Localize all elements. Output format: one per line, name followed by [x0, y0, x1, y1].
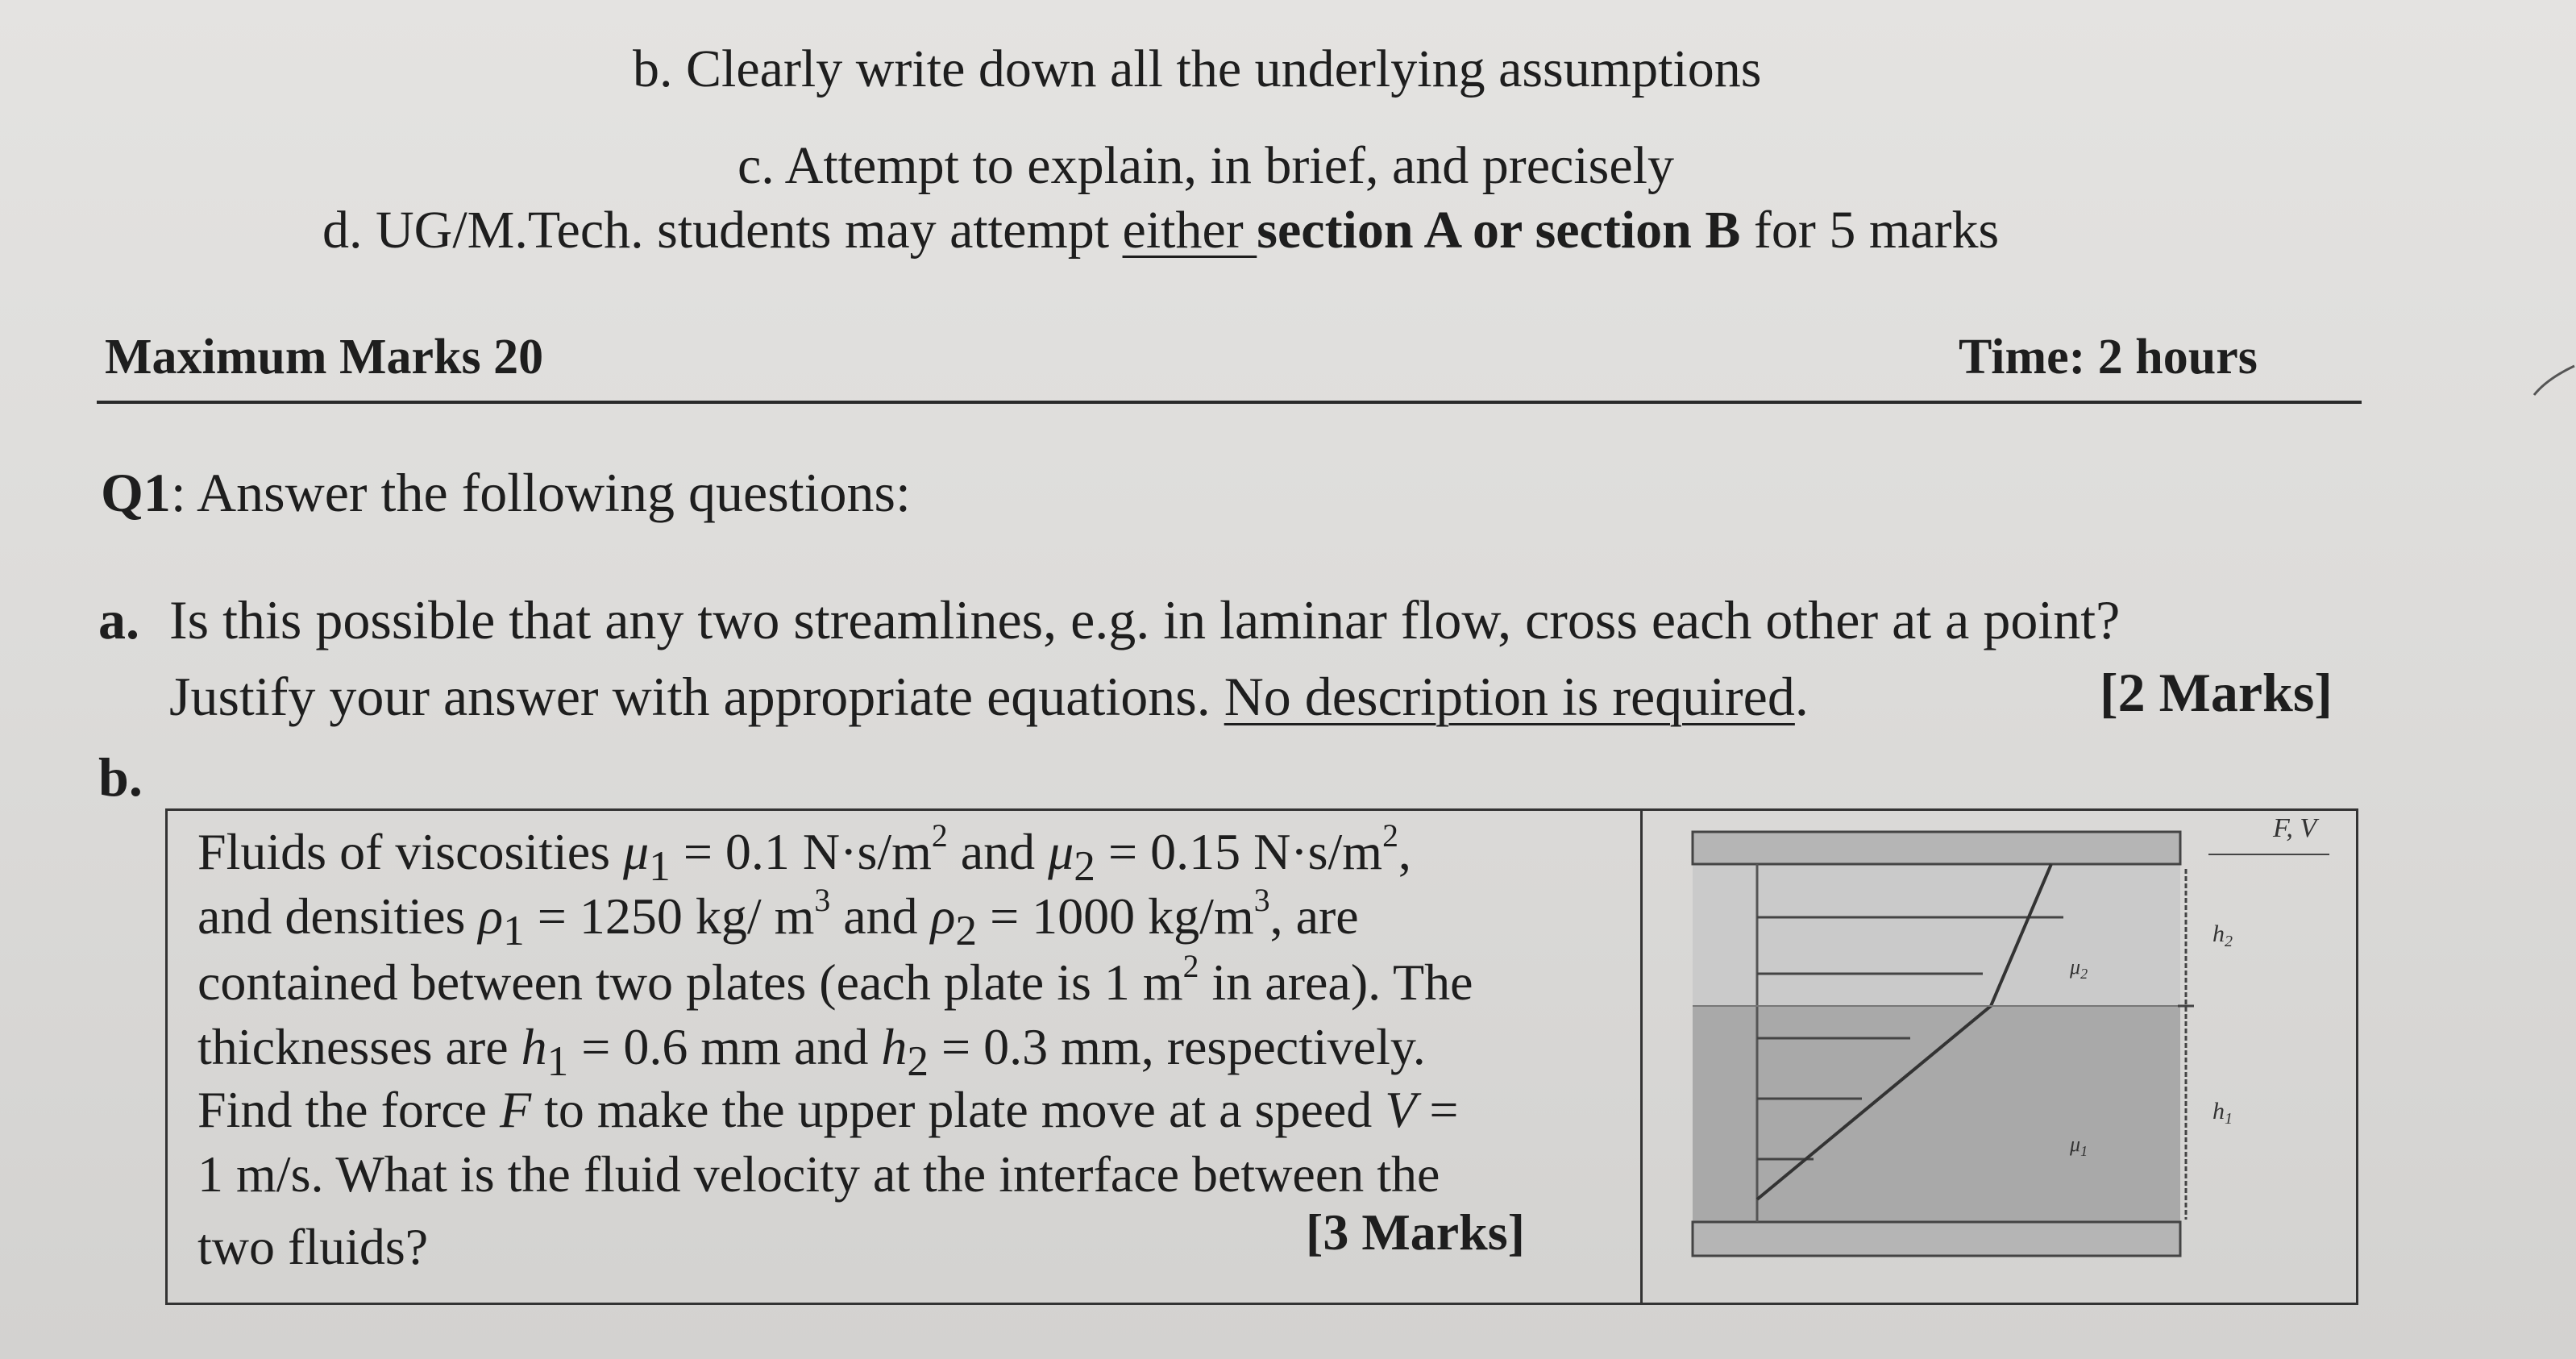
instruction-b: b. Clearly write down all the underlying assumptions: [633, 39, 1762, 98]
instruction-d-prefix: d. UG/M.Tech. students may attempt: [322, 201, 1123, 260]
problem-line-4: thicknesses are $h_1 = 0.6$ mm and $h_2 = 0.3$ mm, respectively.: [197, 1018, 1426, 1085]
lower-plate: [1693, 1222, 2180, 1256]
q1a-marks: [2 Marks]: [2100, 662, 2333, 723]
max-marks: Maximum Marks 20: [105, 330, 544, 384]
instruction-d-sections: section A or section B: [1257, 201, 1741, 260]
instruction-c: c. Attempt to explain, in brief, and precisely: [737, 136, 1674, 195]
q1b-label: b.: [98, 746, 143, 808]
q1-title: : Answer the following questions:: [170, 462, 911, 523]
fluid-2-layer: [1693, 865, 2180, 1006]
fig-force-velocity-label: F, V: [2273, 813, 2317, 843]
problem-line-7: two fluids?: [197, 1218, 429, 1275]
q1a-line2-prefix: Justify your answer with appropriate equations.: [169, 666, 1224, 727]
q1a-label: a.: [98, 589, 139, 650]
q1-label: Q1: [101, 462, 171, 523]
problem-line-6: 1 m/s. What is the fluid velocity at the interface between the: [197, 1145, 1440, 1203]
instruction-d-suffix: for 5 marks: [1740, 201, 2000, 260]
problem-line-5: Find the force F to make the upper plate move at a speed V =: [197, 1081, 1459, 1138]
q1-heading: [101, 461, 911, 525]
instruction-d: [322, 200, 1999, 261]
fig-mu1-label: $\mu_1$: [2070, 1132, 2088, 1159]
problem-line-3: contained between two plates (each plate is 1 $m^2$ in area). The: [197, 949, 1473, 1011]
problem-line-2: and densities $\rho_1 = 1250$ kg/ $m^3$ and $\rho_2 = 1000$ $kg/m^3$, are: [197, 883, 1359, 954]
problem-box-divider: [1640, 808, 1643, 1303]
problem-marks: [3 Marks]: [1306, 1203, 1525, 1261]
fig-mu2-label: $\mu_2$: [2070, 955, 2088, 982]
time-allowed: Time: 2 hours: [1959, 330, 2258, 384]
two-fluid-plates-figure: [1644, 812, 2352, 1296]
instruction-d-either: either: [1122, 201, 1257, 260]
fig-h1-label: $h_1$: [2212, 1098, 2233, 1128]
q1a-line1: Is this possible that any two streamlines, e.g. in laminar flow, cross each other at a point?: [169, 589, 2121, 650]
problem-line-1: Fluids of viscosities $\mu_1 = 0.1$ $N\cdot s/m^2$ and $\mu_2 = 0.15$ $N\cdot s/m^2$,: [197, 818, 1411, 890]
q1a-line2: [169, 665, 1809, 729]
header-rule: [97, 401, 2362, 404]
fig-h2-label: $h_2$: [2212, 921, 2233, 950]
q1a-no-description: No description is required: [1224, 666, 1795, 727]
upper-plate: [1693, 832, 2180, 864]
paper-edge-mark: [2531, 355, 2576, 403]
q1a-line2-suffix: .: [1794, 666, 1809, 727]
